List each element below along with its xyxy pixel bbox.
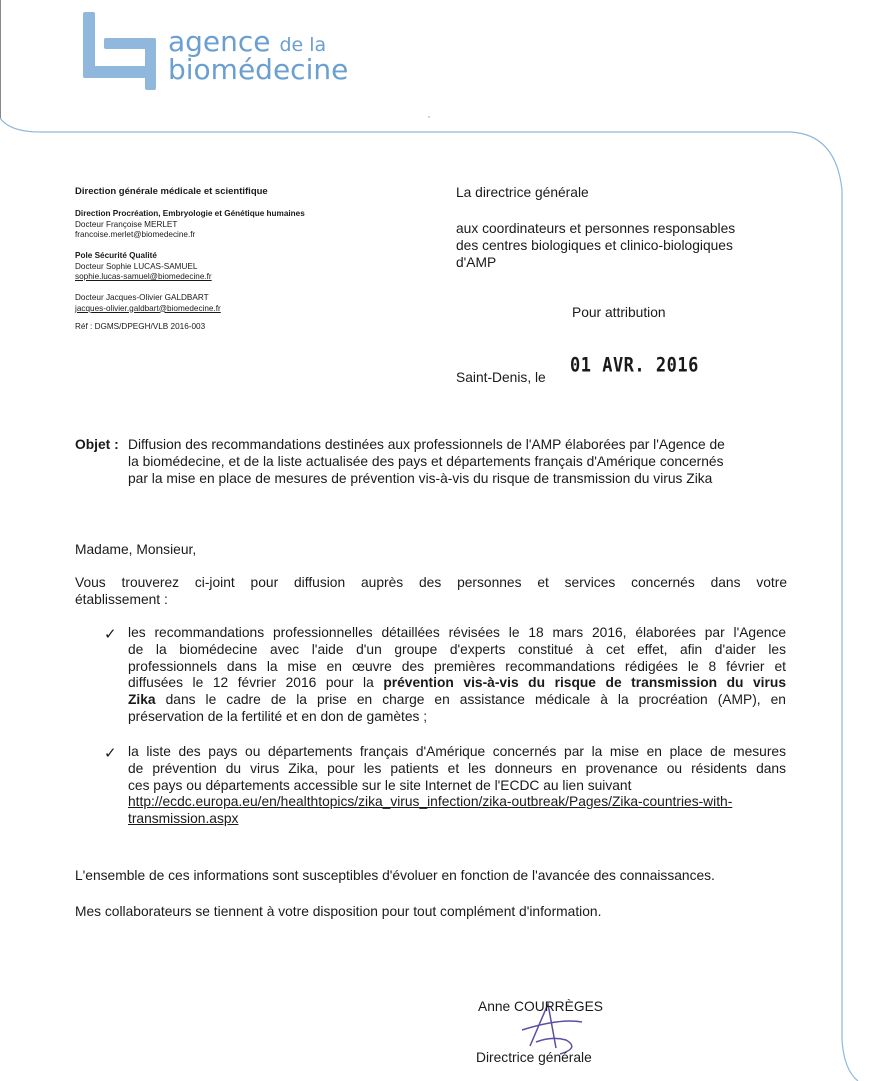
intro-line-1: Vous trouverez ci-joint pour diffusion auprès des personnes et services concernés dans votre [75,575,787,590]
bullet-1-line-5-bold: Zika [128,692,156,708]
subject-text [128,437,788,487]
bullet-1-text [128,625,786,726]
action-label: Pour attribution [572,305,666,320]
subject-line-2: la biomédecine, et de la liste actualisée des pays et départements français d'Amérique concernés [128,453,724,469]
bullet-1-line-1: les recommandations professionnelles détaillées révisées le 18 mars 2016, élaborées par l'Agence [128,625,786,640]
direction-email[interactable]: francoise.merlet@biomedecine.fr [75,230,196,239]
logo-text-line2: biomédecine [168,53,349,86]
signatory-title: Directrice générale [476,1050,592,1065]
bullet-1-line-4-start: diffusées le 12 février 2016 pour la [128,675,384,691]
logo-word-agence: agence [168,25,271,58]
quality-title: Pole Sécurité Qualité [75,251,157,260]
ecdc-link-line-1[interactable]: http://ecdc.europa.eu/en/healthtopics/zika_virus_infection/zika-outbreak/Pages/Zika-countries-with- [128,794,733,810]
signatory-name: Anne COURRÈGES [478,999,603,1014]
bullet-2-text [128,744,786,828]
bullet-2-line-1: la liste des pays ou départements français d'Amérique concernés par la mise en place de mesures [128,744,786,759]
bullet-1-line-6: préservation de la fertilité et en don de gamètes ; [128,708,428,724]
from-title: La directrice générale [456,185,589,200]
logo-text-line1 [168,25,327,58]
direction-title: Direction Procréation, Embryologie et Génétique humaines [75,209,305,218]
subject-label: Objet : [75,437,119,452]
intro-line-2: établissement : [75,591,168,607]
place-label: Saint-Denis, le [456,370,546,385]
logo-word-de-la: de la [279,34,327,56]
bullet-1-line-2: de la biomédecine avec l'aide d'un groupe d'experts constitué à cet effet, afin d'aider les [128,641,786,657]
ecdc-link-line-2[interactable]: transmission.aspx [128,811,239,827]
reference-number: Réf : DGMS/DPEGH/VLB 2016-003 [75,322,206,331]
bullet-1-line-4-bold: prévention vis-à-vis du risque de transmission du virus [383,675,786,691]
direction-doctor: Docteur Françoise MERLET [75,219,178,229]
third-contact-block [75,293,221,314]
date-stamp: 01 AVR. 2016 [570,354,699,377]
recipient-block [456,220,735,271]
bullet-2-line-2: de prévention du virus Zika, pour les patients et les donneurs en provenance ou résidents dans [128,760,786,776]
subject-line-1: Diffusion des recommandations destinées aux professionnels de l'AMP élaborées par l'Agence de [128,437,725,452]
salutation: Madame, Monsieur, [75,542,197,557]
intro-paragraph [75,575,787,609]
closing-line-2: Mes collaborateurs se tiennent à votre disposition pour tout complément d'information. [75,904,602,919]
check-mark-icon: ✓ [104,626,117,643]
direction-block [75,209,375,241]
recipient-line-2: des centres biologiques et clinico-biologiques [456,238,733,253]
closing-line-1: L'ensemble de ces informations sont susceptibles d'évoluer en fonction de l'avancée des connaissances. [75,868,715,883]
check-mark-icon: ✓ [104,745,117,762]
recipient-line-1: aux coordinateurs et personnes responsables [456,221,736,236]
bullet-2-line-3: ces pays ou départements accessible sur le site Internet de l'ECDC au lien suivant [128,777,632,793]
recipient-line-3: d'AMP [456,255,497,270]
third-email[interactable]: jacques-olivier.galdbart@biomedecine.fr [75,303,221,313]
quality-block [75,251,212,283]
third-doctor: Docteur Jacques-Olivier GALDBART [75,293,209,302]
quality-email[interactable]: sophie.lucas-samuel@biomedecine.fr [75,272,212,281]
department-title: Direction générale médicale et scientifique [75,186,268,197]
quality-doctor: Docteur Sophie LUCAS-SAMUEL [75,261,198,271]
bullet-1-line-5-rest: dans le cadre de la prise en charge en assistance médicale à la procréation (AMP), en [155,692,786,708]
bullet-1-line-3: professionnels dans la mise en œuvre des premières recommandations rédigées le 8 février et [128,658,786,674]
bullet-1-line-4 [128,675,786,692]
agence-logo-mark [83,12,156,90]
subject-line-3: par la mise en place de mesures de prévention vis-à-vis du risque de transmission du virus Zika [128,470,713,486]
bullet-1-line-5 [128,692,786,709]
